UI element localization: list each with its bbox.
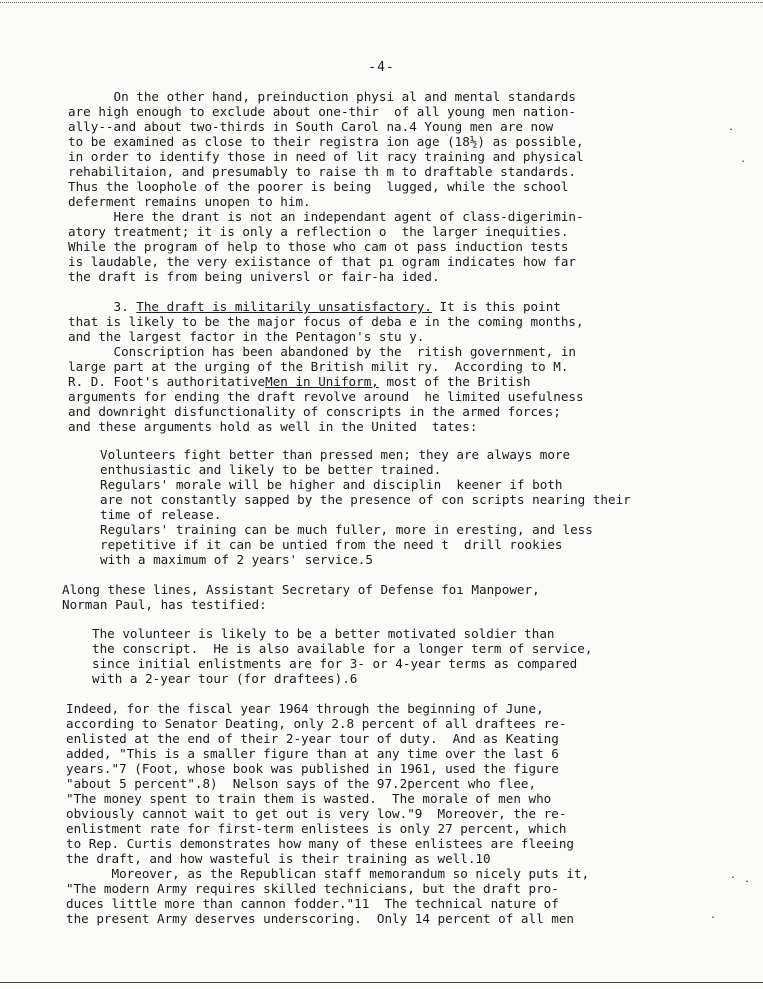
text-line: obviously cannot wait to get out is very low."9 Moreover, the re- <box>66 806 567 821</box>
text-fragment: R. D. Foot's authoritative <box>68 374 266 389</box>
text-fragment: most of the British <box>378 374 531 389</box>
scan-speck: . <box>730 870 737 881</box>
text-line: Thus the loophole of the poorer is being lugged, while the school <box>68 179 569 194</box>
text-line: Moreover, as the Republican staff memorandum so nicely puts it, <box>66 866 590 881</box>
book-title: Men in Uniform, <box>265 374 379 389</box>
text-line: is laudable, the very exiistance of that pı ogram indicates how far <box>68 254 576 269</box>
heading-line-rest: It is this point <box>431 299 561 314</box>
text-line: rehabilitaion, and presumably to raise th m to draftable standards. <box>68 164 576 179</box>
text-line: years."7 (Foot, whose book was published in 1961, used the figure <box>66 761 559 776</box>
text-line: ally--and about two-thirds in South Carol na.4 Young men are now <box>68 119 554 134</box>
scan-speck: . <box>740 154 747 165</box>
text-line: the draft is from being universl or fair-ha ided. <box>68 269 440 284</box>
text-line: and the largest factor in the Pentagon's stu y. <box>68 329 425 344</box>
text-line: "The money spent to train them is wasted. The morale of men who <box>66 791 552 806</box>
quote-line: Volunteers fight better than pressed men; they are always more <box>100 447 571 462</box>
text-line: in order to identify those in need of lit racy training and physical <box>68 149 584 164</box>
text-line: according to Senator Deating, only 2.8 percent of all draftees re- <box>66 716 567 731</box>
quote-line: with a 2-year tour (for draftees).6 <box>92 671 358 686</box>
scan-speck: . <box>728 122 735 133</box>
text-line: and downright disfunctionality of conscripts in the armed forces; <box>68 404 561 419</box>
text-line: Here the drant is not an independant agent of class-digerimin- <box>68 209 584 224</box>
quote-line: repetitive if it can be untied from the need t drill rookies <box>100 537 563 552</box>
text-line: deferment remains unopen to him. <box>68 194 311 209</box>
text-line: enlisted at the end of their 2-year tour of duty. And as Keating <box>66 731 559 746</box>
section-heading: The draft is militarily unsatisfactory. <box>136 299 432 314</box>
bottom-page-edge <box>0 982 763 983</box>
quote-line: since initial enlistments are for 3- or 4-year terms as compared <box>92 656 578 671</box>
text-line: While the program of help to those who cam ot pass induction tests <box>68 239 569 254</box>
text-line: to be examined as close to their registra ion age (18½) as possible, <box>68 134 584 149</box>
text-line: large part at the urging of the British milit ry. According to M. <box>68 359 569 374</box>
quote-line: enthusiastic and likely to be better trained. <box>100 462 442 477</box>
text-line: atory treatment; it is only a reflection o the larger inequities. <box>68 224 569 239</box>
text-line: and these arguments hold as well in the United tates: <box>68 419 478 434</box>
text-line: the present Army deserves underscoring. Only 14 percent of all men <box>66 911 574 926</box>
top-perforation-edge <box>0 2 763 3</box>
quote-line: are not constantly sapped by the presence of con scripts nearing their <box>100 492 631 507</box>
page-number: -4- <box>368 60 395 75</box>
text-line: enlistment rate for first-term enlistees is only 27 percent, which <box>66 821 567 836</box>
text-line: Along these lines, Assistant Secretary of Defense foı Manpower, <box>62 582 540 597</box>
text-line: Indeed, for the fiscal year 1964 through the beginning of June, <box>66 701 544 716</box>
text-line: "The modern Army requires skilled technicians, but the draft pro- <box>66 881 559 896</box>
text-line: that is likely to be the major focus of deba e in the coming months, <box>68 314 584 329</box>
scan-speck: . <box>744 874 751 885</box>
section-heading-line <box>68 299 561 314</box>
text-line: are high enough to exclude about one-thir of all young men nation- <box>68 104 576 119</box>
quote-line: The volunteer is likely to be a better motivated soldier than <box>92 626 555 641</box>
text-line: Norman Paul, has testified: <box>62 597 267 612</box>
text-line: On the other hand, preinduction physi al and mental standards <box>68 89 576 104</box>
quote-line: time of release. <box>100 507 222 522</box>
quote-line: Regulars' training can be much fuller, more in eresting, and less <box>100 522 593 537</box>
text-line: the draft, and how wasteful is their training as well.10 <box>66 851 491 866</box>
quote-line: with a maximum of 2 years' service.5 <box>100 552 373 567</box>
quote-line: Regulars' morale will be higher and disciplin keener if both <box>100 477 563 492</box>
scan-speck: . <box>710 910 717 921</box>
text-line: to Rep. Curtis demonstrates how many of these enlistees are fleeing <box>66 836 574 851</box>
text-line: arguments for ending the draft revolve around he limited usefulness <box>68 389 584 404</box>
quote-line: the conscript. He is also available for a longer term of service, <box>92 641 593 656</box>
text-line-with-title <box>68 374 531 389</box>
text-line: "about 5 percent".8) Nelson says of the 97.2percent who flee, <box>66 776 537 791</box>
text-line: Conscription has been abandoned by the ritish government, in <box>68 344 576 359</box>
text-line: duces little more than cannon fodder."11 The technical nature of <box>66 896 559 911</box>
text-line: added, "This is a smaller figure than at any time over the last 6 <box>66 746 559 761</box>
section-number: 3. <box>113 299 129 314</box>
